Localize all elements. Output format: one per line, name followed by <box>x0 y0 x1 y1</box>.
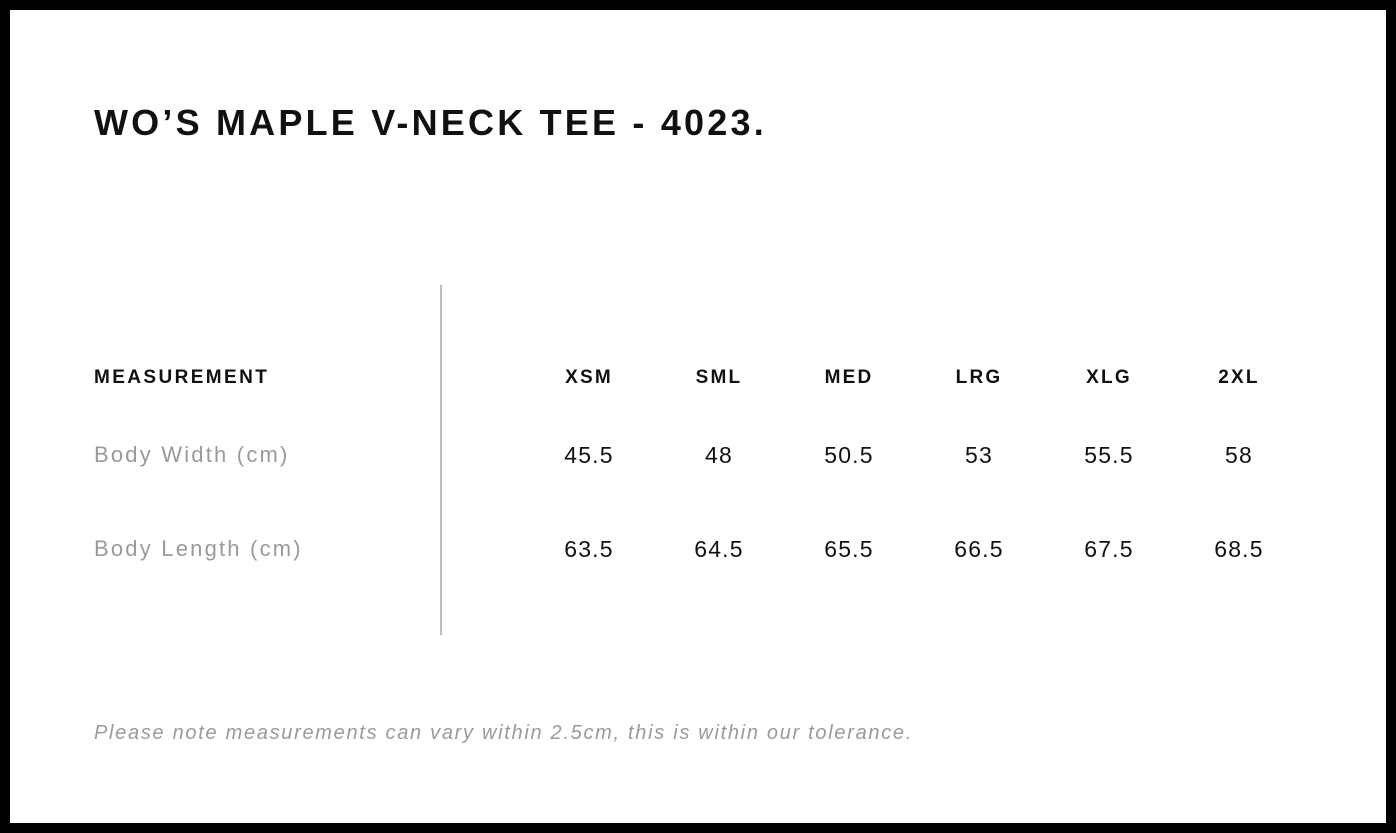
table-cell: 55.5 <box>1084 441 1134 468</box>
table-header-row <box>94 348 1304 408</box>
table-cell: 58 <box>1225 441 1253 468</box>
table-cell: 53 <box>965 441 993 468</box>
tolerance-note: Please note measurements can vary within 2.5cm, this is within our tolerance. <box>94 722 913 744</box>
size-chart-page <box>10 10 1386 823</box>
size-chart-table <box>94 348 1304 596</box>
table-cell: 50.5 <box>824 441 874 468</box>
row-label: Body Length (cm) <box>94 536 303 561</box>
column-header-size: SML <box>695 367 743 388</box>
table-row <box>94 408 1304 502</box>
column-header-size: 2XL <box>1218 367 1260 388</box>
table-cell: 66.5 <box>954 535 1004 562</box>
table-cell: 45.5 <box>564 441 614 468</box>
column-header-size: XLG <box>1086 367 1132 388</box>
table-cell: 64.5 <box>694 535 744 562</box>
table-cell: 65.5 <box>824 535 874 562</box>
table-cell: 68.5 <box>1214 535 1264 562</box>
table-row <box>94 502 1304 596</box>
column-header-size: XSM <box>565 367 613 388</box>
row-label: Body Width (cm) <box>94 442 290 467</box>
table-cell: 67.5 <box>1084 535 1134 562</box>
table-cell: 63.5 <box>564 535 614 562</box>
table-cell: 48 <box>705 441 733 468</box>
column-header-measurement: MEASUREMENT <box>94 367 270 388</box>
column-header-size: MED <box>824 367 874 388</box>
column-header-size: LRG <box>955 367 1003 388</box>
page-title: WO’S MAPLE V-NECK TEE - 4023. <box>94 102 767 143</box>
